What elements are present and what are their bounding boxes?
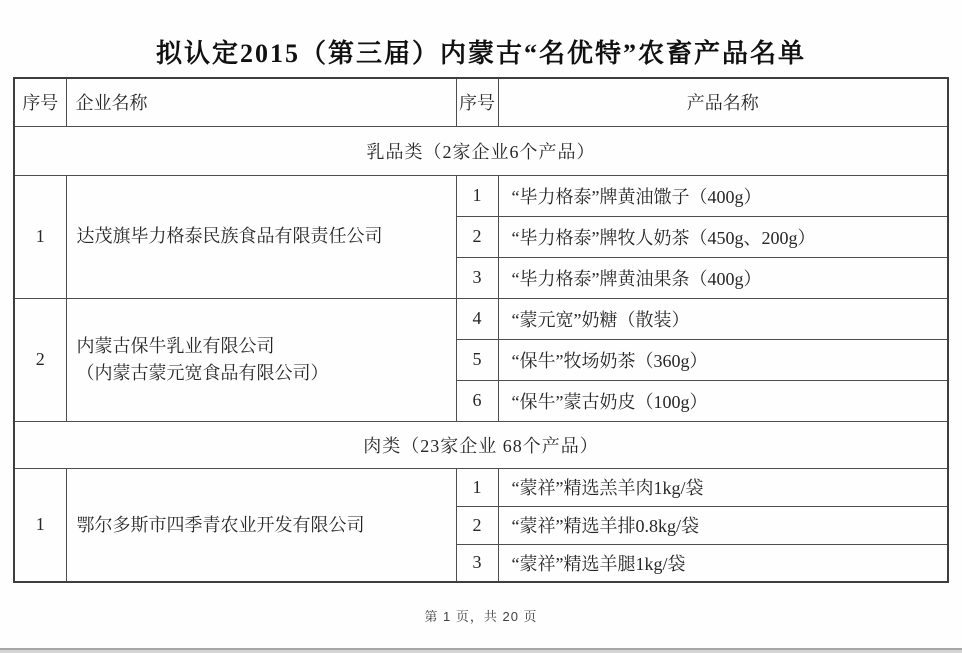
product-index: 1 [456,175,498,216]
product-index: 3 [456,257,498,298]
col-header-product-index: 序号 [456,78,498,126]
product-name: “蒙祥”精选羊腿1kg/袋 [498,544,948,582]
section-row-meat [14,421,948,468]
company-name [66,175,456,298]
company-index: 1 [14,175,66,298]
product-index: 6 [456,380,498,421]
company-name-line: 内蒙古保牛乳业有限公司 [76,336,275,357]
company-name-line: 达茂旗毕力格泰民族食品有限责任公司 [76,226,383,247]
scan-edge-artifact [0,648,962,653]
product-index: 4 [456,298,498,339]
product-index: 2 [456,216,498,257]
product-name: “蒙元宽”奶糖（散装） [498,298,948,339]
product-name: “毕力格泰”牌牧人奶茶（450g、200g） [498,216,948,257]
col-header-company-index: 序号 [14,78,66,126]
product-name: “蒙祥”精选羊排0.8kg/袋 [498,506,948,544]
company-name-line: （内蒙古蒙元宽食品有限公司） [76,362,329,383]
company-index: 2 [14,298,66,421]
product-index: 3 [456,544,498,582]
product-name: “保牛”牧场奶茶（360g） [498,339,948,380]
company-name [66,468,456,582]
section-row-dairy [14,126,948,175]
product-name: “毕力格泰”牌黄油馓子（400g） [498,175,948,216]
company-name-line: 鄂尔多斯市四季青农业开发有限公司 [76,514,365,535]
table-header-row [14,78,948,126]
col-header-company-name: 企业名称 [66,78,456,126]
product-name: “毕力格泰”牌黄油果条（400g） [498,257,948,298]
product-name: “蒙祥”精选羔羊肉1kg/袋 [498,468,948,506]
product-index: 5 [456,339,498,380]
company-index: 1 [14,468,66,582]
table-row [14,298,948,339]
company-name [66,298,456,421]
products-table [13,77,949,583]
document-title: 拟认定2015（第三届）内蒙古“名优特”农畜产品名单 [155,39,806,68]
product-name: “保牛”蒙古奶皮（100g） [498,380,948,421]
section-label-dairy: 乳品类（2家企业6个产品） [14,126,948,175]
product-index: 2 [456,506,498,544]
product-index: 1 [456,468,498,506]
table-row [14,175,948,216]
table-row [14,468,948,506]
page-number-footer: 第 1 页，共 20 页 [424,609,538,624]
section-label-meat: 肉类（23家企业 68个产品） [14,421,948,468]
col-header-product-name: 产品名称 [498,78,948,126]
